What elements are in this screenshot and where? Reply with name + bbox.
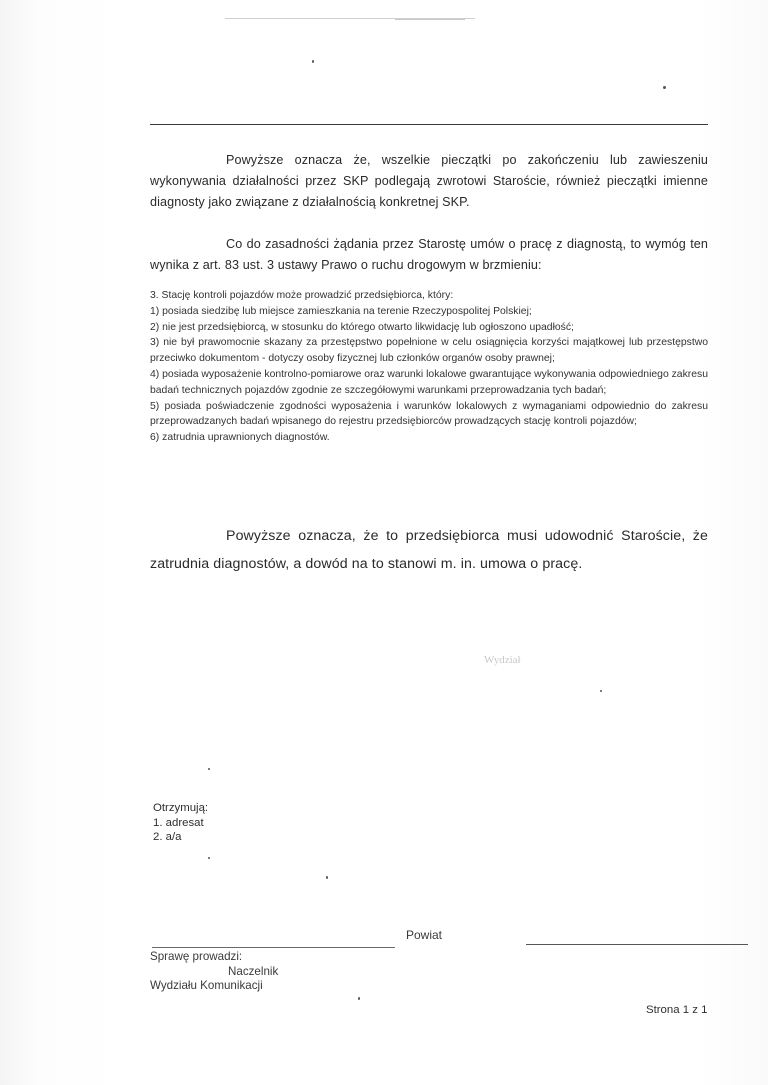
law-quote-item: 3) nie był prawomocnie skazany za przestępstwo popełnione w celu osiągnięcia korzyści majątkowej lub przestępstwo przeciwko dokumentom - dotyczy osoby fizycznej lub członków organów osoby prawnej; bbox=[150, 337, 708, 365]
signature-block bbox=[150, 950, 278, 994]
law-quote-item: 4) posiada wyposażenie kontrolno-pomiarowe oraz warunki lokalowe gwarantujące wykonywania odpowiedniego zakresu badań technicznych pojazdów zgodnie ze szczegółowymi warunkami przeprowadzania tych badań; bbox=[150, 368, 708, 396]
law-quote-item: 5) posiada poświadczenie zgodności wyposażenia i warunków lokalowych z wymaganiami odpowiednio do zakresu przeprowadzanych badań wpisanego do rejestru przedsiębiorców prowadzących stację kontroli pojazdów; bbox=[150, 400, 708, 428]
paragraph-stamps-text: Powyższe oznacza że, wszelkie pieczątki po zakończeniu lub zawieszeniu wykonywania działalności przez SKP podlegają zwrotowi Staroście, również pieczątki imienne diagnosty jako związane z działalnością konkretnej SKP. bbox=[150, 153, 708, 209]
scan-speck bbox=[326, 876, 328, 879]
recipient-item: 2. a/a bbox=[153, 831, 182, 843]
scan-speck bbox=[208, 768, 210, 770]
paragraph-stamps bbox=[150, 150, 708, 213]
law-quote-item: 2) nie jest przedsiębiorcą, w stosunku do którego otwarto likwidację lub ogłoszono upadłość; bbox=[150, 321, 574, 333]
header-rule bbox=[150, 124, 708, 125]
scan-speck bbox=[358, 997, 360, 1000]
scan-speck bbox=[663, 86, 666, 89]
paragraph-requirement-text: Co do zasadności żądania przez Starostę umów o pracę z diagnostą, to wymóg ten wynika z art. 83 ust. 3 ustawy Prawo o ruchu drogowym w brzmieniu: bbox=[150, 237, 708, 272]
faint-stamp-text: Wydział bbox=[484, 654, 521, 666]
recipients-heading: Otrzymują: bbox=[153, 802, 209, 814]
paragraph-requirement bbox=[150, 234, 708, 276]
powiat-label: Powiat bbox=[406, 928, 443, 942]
signature-rule-left bbox=[152, 947, 395, 948]
law-quote-item: 1) posiada siedzibę lub miejsce zamieszkania na terenie Rzeczypospolitej Polskiej; bbox=[150, 305, 532, 317]
page-number: Strona 1 z 1 bbox=[646, 1004, 708, 1016]
scan-speck bbox=[600, 690, 602, 692]
scan-speck bbox=[312, 60, 314, 63]
recipients-block bbox=[153, 801, 208, 845]
law-quote-item: 3. Stację kontroli pojazdów może prowadzić przedsiębiorca, który: bbox=[150, 290, 454, 301]
conclusion-text: Powyższe oznacza, że to przedsiębiorca musi udowodnić Staroście, że zatrudnia diagnostów, a dowód na to stanowi m. in. umowa o pracę. bbox=[150, 528, 708, 572]
conclusion-paragraph bbox=[150, 522, 708, 578]
law-quote bbox=[150, 288, 708, 446]
signature-line-3: Wydziału Komunikacji bbox=[150, 979, 263, 992]
law-quote-item: 6) zatrudnia uprawnionych diagnostów. bbox=[150, 432, 330, 444]
scan-speck bbox=[208, 857, 210, 859]
top-faint-line-2 bbox=[395, 19, 465, 20]
signature-line-2: Naczelnik bbox=[228, 964, 279, 978]
recipient-item: 1. adresat bbox=[153, 816, 204, 829]
signature-line-1: Sprawę prowadzi: bbox=[150, 950, 243, 963]
signature-rule-right bbox=[526, 944, 748, 945]
